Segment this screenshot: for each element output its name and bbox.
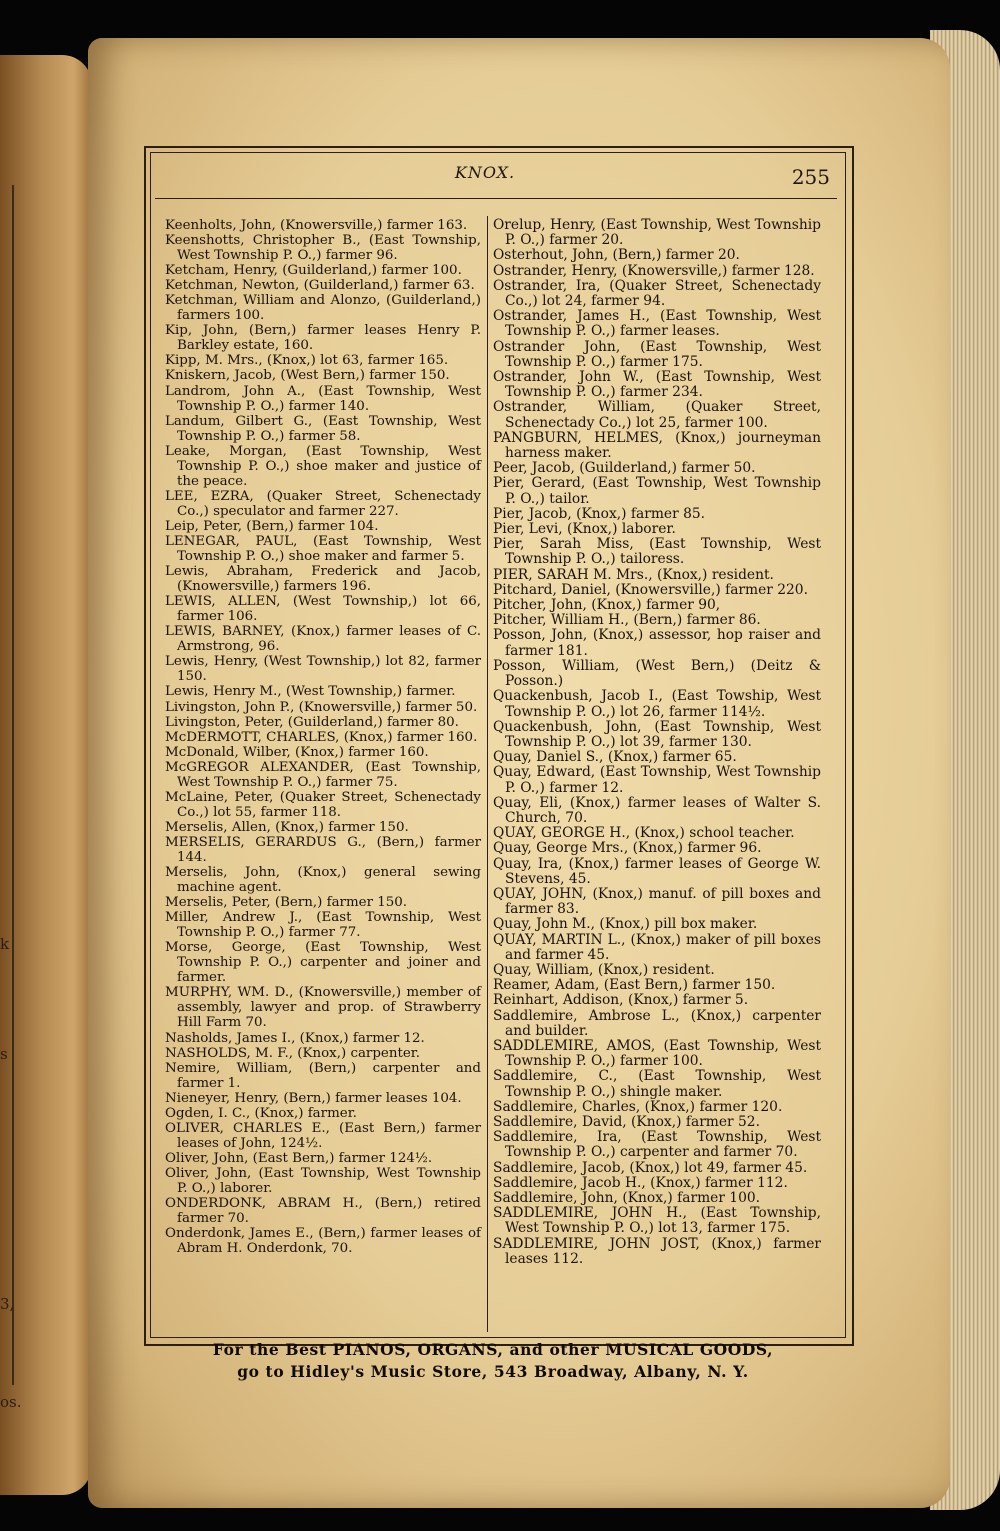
directory-entry: MERSELIS, GERARDUS G., (Bern,) farmer 144. xyxy=(165,834,481,865)
directory-entry: Ostrander, John W., (East Township, West Township P. O.,) farmer 234. xyxy=(493,369,821,401)
directory-entry: Saddlemire, John, (Knox,) farmer 100. xyxy=(493,1190,761,1206)
directory-entry: Ostrander John, (East Township, West Township P. O.,) farmer 175. xyxy=(493,338,821,370)
directory-entry: Oliver, John, (East Township, West Township P. O.,) laborer. xyxy=(165,1165,481,1196)
running-title: KNOX. xyxy=(454,163,516,182)
directory-entry: McDonald, Wilber, (Knox,) farmer 160. xyxy=(165,744,429,760)
directory-entry: Saddlemire, C., (East Township, West Township P. O.,) shingle maker. xyxy=(493,1068,821,1100)
directory-entry: LEWIS, ALLEN, (West Township,) lot 66, farmer 106. xyxy=(165,594,481,625)
directory-entry: Pier, Gerard, (East Township, West Township P. O.,) tailor. xyxy=(493,475,821,507)
directory-entry: Landrom, John A., (East Township, West Township P. O.,) farmer 140. xyxy=(165,383,481,414)
directory-entry: LENEGAR, PAUL, (East Township, West Township P. O.,) shoe maker and farmer 5. xyxy=(165,533,481,565)
directory-entry: MURPHY, WM. D., (Knowersville,) member of assembly, lawyer and prop. of Strawberry Hill Farm 70. xyxy=(165,985,481,1031)
directory-entry: Onderdonk, James E., (Bern,) farmer leases of Abram H. Onderdonk, 70. xyxy=(165,1226,481,1257)
directory-entry: McLaine, Peter, (Quaker Street, Schenectady Co.,) lot 55, farmer 118. xyxy=(165,789,481,820)
directory-entry: Saddlemire, Jacob H., (Knox,) farmer 112. xyxy=(493,1174,788,1191)
directory-entry: SADDLEMIRE, JOHN JOST, (Knox,) farmer leases 112. xyxy=(493,1235,821,1267)
directory-entry: PANGBURN, HELMES, (Knox,) journeyman harness maker. xyxy=(493,429,821,462)
header-rule xyxy=(155,198,837,199)
directory-entry: Kniskern, Jacob, (West Bern,) farmer 150. xyxy=(165,368,450,384)
directory-entry: Livingston, Peter, (Guilderland,) farmer 80. xyxy=(165,714,459,730)
directory-entry: ONDERDONK, ABRAM H., (Bern,) retired farmer 70. xyxy=(165,1196,481,1227)
directory-entry: Quay, Eli, (Knox,) farmer leases of Walter S. Church, 70. xyxy=(493,794,821,826)
directory-entry: Leake, Morgan, (East Township, West Township P. O.,) shoe maker and justice of the peace. xyxy=(165,443,481,489)
directory-entry: Quay, William, (Knox,) resident. xyxy=(493,961,715,978)
directory-entry: Posson, William, (West Bern,) (Deitz & Posson.) xyxy=(493,657,821,690)
directory-entry: Ketchman, Newton, (Guilderland,) farmer 63. xyxy=(165,278,475,294)
left-page-border xyxy=(2,185,14,1385)
directory-entry: Merselis, John, (Knox,) general sewing machine agent. xyxy=(165,865,481,896)
left-column xyxy=(165,218,481,1256)
directory-entry: Pier, Levi, (Knox,) laborer. xyxy=(493,521,676,538)
directory-entry: Nasholds, James I., (Knox,) farmer 12. xyxy=(165,1030,425,1046)
directory-entry: Ostrander, William, (Quaker Street, Schenectady Co.,) lot 25, farmer 100. xyxy=(493,399,821,431)
directory-entry: Leip, Peter, (Bern,) farmer 104. xyxy=(165,518,379,534)
directory-entry: Posson, John, (Knox,) assessor, hop raiser and farmer 181. xyxy=(493,627,821,659)
directory-entry: QUAY, GEORGE H., (Knox,) school teacher. xyxy=(493,825,795,842)
directory-entry: Saddlemire, Ira, (East Township, West Township P. O.,) carpenter and farmer 70. xyxy=(493,1129,821,1161)
directory-entry: Reamer, Adam, (East Bern,) farmer 150. xyxy=(493,977,776,994)
directory-entry: Saddlemire, Charles, (Knox,) farmer 120. xyxy=(493,1098,783,1115)
directory-entry: Morse, George, (East Township, West Township P. O.,) carpenter and joiner and farmer. xyxy=(165,940,481,986)
directory-entry: Saddlemire, Ambrose L., (Knox,) carpenter and builder. xyxy=(493,1007,821,1039)
directory-entry: NASHOLDS, M. F., (Knox,) carpenter. xyxy=(165,1045,420,1061)
directory-entry: Lewis, Henry, (West Township,) lot 82, farmer 150. xyxy=(165,654,481,685)
directory-entry: SADDLEMIRE, AMOS, (East Township, West Township P. O.,) farmer 100. xyxy=(493,1037,821,1070)
directory-entry: Quay, John M., (Knox,) pill box maker. xyxy=(493,916,758,933)
directory-entry: Oliver, John, (East Bern,) farmer 124½. xyxy=(165,1150,433,1166)
footer-ad-line-1: For the Best PIANOS, ORGANS, and other MUSICAL GOODS, xyxy=(212,1340,774,1359)
directory-entry: Livingston, John P., (Knowersville,) farmer 50. xyxy=(165,699,478,715)
column-divider xyxy=(487,216,488,1332)
directory-entry: Lewis, Henry M., (West Township,) farmer. xyxy=(165,684,456,700)
left-page-fragment: 3, xyxy=(0,1295,15,1313)
left-page-edge xyxy=(0,55,92,1495)
directory-entry: Orelup, Henry, (East Township, West Township P. O.,) farmer 20. xyxy=(493,217,821,249)
directory-entry: Pitcher, John, (Knox,) farmer 90, xyxy=(493,597,721,614)
directory-entry: Osterhout, John, (Bern,) farmer 20. xyxy=(493,247,740,264)
directory-entry: Keenshotts, Christopher B., (East Township, West Township P. O.,) farmer 96. xyxy=(165,233,481,264)
directory-entry: Quay, George Mrs., (Knox,) farmer 96. xyxy=(493,840,762,857)
directory-entry: Quackenbush, John, (East Township, West Township P. O.,) lot 39, farmer 130. xyxy=(493,718,821,750)
directory-entry: Keenholts, John, (Knowersville,) farmer 163. xyxy=(165,218,468,233)
directory-entry: Quay, Daniel S., (Knox,) farmer 65. xyxy=(493,749,737,766)
directory-entry: Nieneyer, Henry, (Bern,) farmer leases 104. xyxy=(165,1090,462,1106)
directory-entry: Ostrander, James H., (East Township, West Township P. O.,) farmer leases. xyxy=(493,308,821,340)
page-number: 255 xyxy=(791,165,830,189)
directory-entry: Nemire, William, (Bern,) carpenter and farmer 1. xyxy=(165,1060,481,1091)
directory-entry: Quay, Ira, (Knox,) farmer leases of George W. Stevens, 45. xyxy=(493,855,821,887)
directory-entry: Ostrander, Ira, (Quaker Street, Schenectady Co.,) lot 24, farmer 94. xyxy=(493,277,821,310)
left-page-fragment: s xyxy=(0,1045,8,1063)
directory-entry: QUAY, JOHN, (Knox,) manuf. of pill boxes and farmer 83. xyxy=(493,885,821,918)
directory-entry: Kip, John, (Bern,) farmer leases Henry P. Barkley estate, 160. xyxy=(165,323,481,354)
directory-entry: OLIVER, CHARLES E., (East Bern,) farmer leases of John, 124½. xyxy=(165,1120,481,1151)
directory-entry: Ketcham, Henry, (Guilderland,) farmer 100. xyxy=(165,263,462,279)
directory-entry: Peer, Jacob, (Guilderland,) farmer 50. xyxy=(493,460,756,477)
directory-entry: Merselis, Allen, (Knox,) farmer 150. xyxy=(165,819,409,835)
directory-entry: Pitchard, Daniel, (Knowersville,) farmer 220. xyxy=(493,581,808,598)
directory-entry: Ogden, I. C., (Knox,) farmer. xyxy=(165,1105,357,1121)
directory-entry: Saddlemire, David, (Knox,) farmer 52. xyxy=(493,1113,760,1130)
directory-entry: McGREGOR ALEXANDER, (East Township, West Township P. O.,) farmer 75. xyxy=(165,759,481,790)
directory-entry: Pier, Sarah Miss, (East Township, West Township P. O.,) tailoress. xyxy=(493,536,821,568)
left-page-fragment: os. xyxy=(0,1393,22,1411)
directory-entry: McDERMOTT, CHARLES, (Knox,) farmer 160. xyxy=(165,729,478,745)
directory-entry: Quay, Edward, (East Township, West Township P. O.,) farmer 12. xyxy=(493,764,821,796)
directory-entry: Lewis, Abraham, Frederick and Jacob, (Knowersville,) farmers 196. xyxy=(165,564,481,595)
directory-entry: Kipp, M. Mrs., (Knox,) lot 63, farmer 165. xyxy=(165,353,449,369)
directory-entry: LEE, EZRA, (Quaker Street, Schenectady Co.,) speculator and farmer 227. xyxy=(165,488,481,519)
directory-entry: Ostrander, Henry, (Knowersville,) farmer 128. xyxy=(493,262,815,279)
footer-advertisement xyxy=(148,1340,838,1381)
left-page-fragment: k xyxy=(0,935,10,953)
directory-entry: LEWIS, BARNEY, (Knox,) farmer leases of C. Armstrong, 96. xyxy=(165,624,481,655)
directory-entry: QUAY, MARTIN L., (Knox,) maker of pill boxes and farmer 45. xyxy=(493,931,821,963)
directory-entry: Saddlemire, Jacob, (Knox,) lot 49, farmer 45. xyxy=(493,1159,808,1176)
directory-entry: Pitcher, William H., (Bern,) farmer 86. xyxy=(493,612,761,629)
directory-entry: Landum, Gilbert G., (East Township, West Township P. O.,) farmer 58. xyxy=(165,413,481,444)
directory-entry: Pier, Jacob, (Knox,) farmer 85. xyxy=(493,505,706,522)
directory-entry: Miller, Andrew J., (East Township, West Township P. O.,) farmer 77. xyxy=(165,910,481,941)
directory-entry: Ketchman, William and Alonzo, (Guilderland,) farmers 100. xyxy=(165,293,481,324)
directory-entry: Reinhart, Addison, (Knox,) farmer 5. xyxy=(493,992,749,1009)
footer-ad-line-2: go to Hidley's Music Store, 543 Broadway, Albany, N. Y. xyxy=(237,1362,749,1381)
directory-entry: SADDLEMIRE, JOHN H., (East Township, West Township P. O.,) lot 13, farmer 175. xyxy=(493,1205,821,1237)
directory-entry: Merselis, Peter, (Bern,) farmer 150. xyxy=(165,895,408,911)
directory-entry: PIER, SARAH M. Mrs., (Knox,) resident. xyxy=(493,566,774,583)
directory-entry: Quackenbush, Jacob I., (East Towship, West Township P. O.,) lot 26, farmer 114½. xyxy=(493,688,821,720)
right-column xyxy=(493,218,821,1267)
